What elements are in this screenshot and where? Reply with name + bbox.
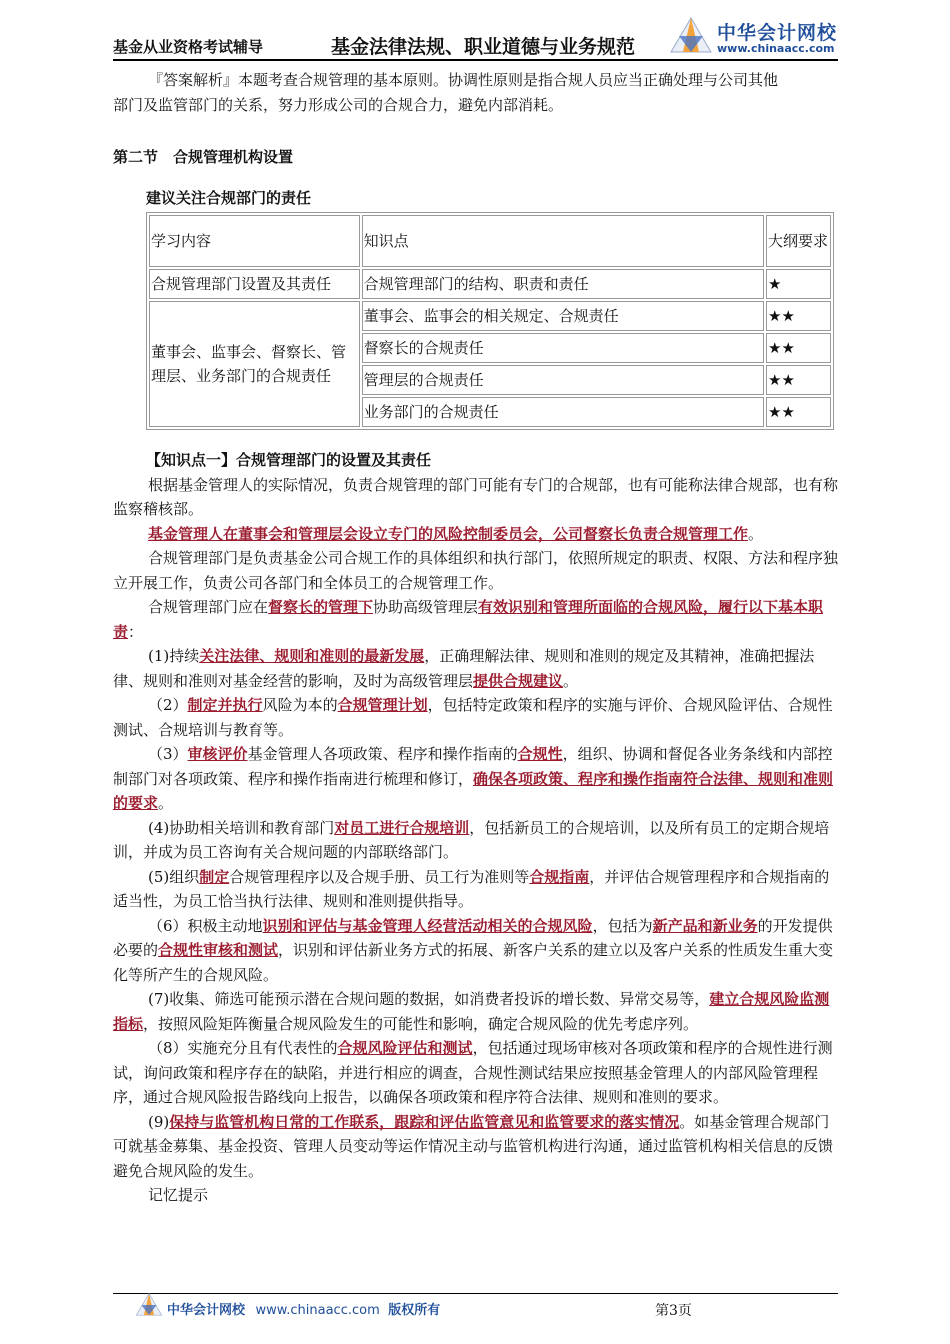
table-cell-content: 合规管理部门设置及其责任 (149, 269, 360, 299)
paragraph (113, 595, 838, 644)
duty-item-1 (113, 644, 838, 693)
table-cell-req: ★★ (766, 333, 831, 363)
text: ，包括新员工的合规培训，以及所有员工的定期合规培训，并成为员工咨询有关合规问题的内部联络部门。 (113, 818, 830, 861)
main-content (113, 68, 838, 1208)
logo-icon (669, 16, 713, 56)
page-header (113, 18, 838, 58)
table-header-cell: 学习内容 (149, 215, 360, 267)
text: 。 (158, 794, 174, 812)
table-header-row (149, 215, 831, 267)
footer-logo-icon (135, 1292, 163, 1318)
table-header-cell: 大纲要求 (766, 215, 831, 267)
text: （6）积极主动地 (148, 916, 263, 935)
page-number: 第3页 (655, 1303, 692, 1319)
text: (1)持续 (148, 647, 200, 665)
text: 。 (748, 524, 764, 543)
table-row (149, 301, 831, 331)
table-cell-req: ★★ (766, 365, 831, 395)
knowledge-table (146, 212, 834, 430)
highlight-text: 制定并执行 (187, 696, 263, 714)
highlight-text: 关注法律、规则和准则的最新发展 (199, 647, 425, 665)
table-title: 建议关注合规部门的责任 (146, 188, 312, 207)
text: 。如基金管理合规部门可就基金募集、基金投资、管理人员变动等运作情况主动与监管机构进行沟通，通过监管机构相关信息的反馈避免合规风险的发生。 (113, 1112, 834, 1180)
footer-text (167, 1299, 440, 1318)
duty-item-3 (113, 742, 838, 816)
logo-url[interactable]: www.chinaacc.com (717, 42, 835, 55)
highlight-text: 合规管理计划 (337, 696, 428, 714)
text: 的开发提供必要的 (113, 916, 833, 959)
text: 风险为本的 (262, 696, 338, 714)
highlight-text: 审核评价 (187, 745, 248, 763)
highlight-text: 有效识别和管理所面临的合规风险，履行以下基本职责 (113, 598, 824, 641)
text: ，组织、协调和督促各业务条线和内部控制部门对各项政策、程序和操作指南进行梳理和修订， (113, 745, 833, 788)
table-cell-point: 合规管理部门的结构、职责和责任 (362, 269, 764, 299)
table-cell-req: ★★ (766, 301, 831, 331)
duty-item-9 (113, 1110, 838, 1184)
footer-brand: 中华会计网校 (167, 1303, 246, 1318)
footer-url[interactable]: www.chinaacc.com (255, 1303, 380, 1318)
duty-item-4 (113, 816, 838, 865)
text: ，并评估合规管理程序和合规指南的适当性，为员工恰当执行法律、规则和准则提供指导。 (113, 867, 830, 910)
text: （3） (148, 745, 188, 763)
highlight-text: 新产品和新业务 (652, 916, 758, 935)
duty-item-8 (113, 1036, 838, 1110)
text: 。 (563, 671, 579, 690)
section-title: 第二节 合规管理机构设置 (113, 148, 294, 166)
highlight-text: 合规性审核和测试 (158, 941, 279, 959)
text: (5)组织 (148, 867, 200, 886)
highlight-text: 合规指南 (529, 867, 590, 886)
text: ，正确理解法律、规则和准则的规定及其精神，准确把握法律、规则和准则对基金经营的影响，及时为高级管理层 (113, 647, 815, 690)
text: （8）实施充分且有代表性的 (148, 1039, 338, 1057)
text: ，包括特定政策和程序的实施与评价、合规风险评估、合规性测试、合规培训与教育等。 (113, 696, 833, 739)
highlight-text: 建立合规风险监测指标 (113, 990, 830, 1033)
highlight-text: 督察长的管理下 (268, 598, 374, 616)
duty-item-7 (113, 987, 838, 1036)
table-header-cell: 知识点 (362, 215, 764, 267)
paragraph (113, 522, 838, 547)
duty-item-5 (113, 865, 838, 914)
memory-tip: 记忆提示 (148, 1186, 209, 1204)
header-logo[interactable] (669, 16, 844, 58)
text: ，识别和评估新业务方式的拓展、新客户关系的建立以及客户关系的性质发生重大变化等所产生的合规风险。 (113, 941, 834, 984)
text: （2） (148, 696, 188, 714)
header-exam-title: 基金从业资格考试辅导 (113, 38, 264, 56)
footer-rights: 版权所有 (388, 1303, 441, 1318)
duty-item-6 (113, 914, 838, 988)
paragraph: 合规管理部门是负责基金公司合规工作的具体组织和执行部门，依照所规定的职责、权限、方法和程序独立开展工作，负责公司各部门和全体员工的合规管理工作。 (113, 549, 839, 592)
knowledge-point-title: 【知识点一】合规管理部门的设置及其责任 (146, 451, 432, 469)
highlight-text: 制定 (199, 867, 230, 886)
table-cell-point: 督察长的合规责任 (362, 333, 764, 363)
text: 合规管理部门应在 (148, 598, 269, 616)
table-cell-point: 董事会、监事会的相关规定、合规责任 (362, 301, 764, 331)
answer-explanation-line1: 『答案解析』本题考查合规管理的基本原则。协调性原则是指合规人员应当正确处理与公司其他 (148, 71, 779, 89)
highlight-text: 合规风险评估和测试 (337, 1039, 473, 1057)
page-footer (135, 1292, 465, 1322)
duty-item-2 (113, 693, 838, 742)
paragraph: 根据基金管理人的实际情况，负责合规管理的部门可能有专门的合规部，也有可能称法律合规部，也有称监察稽核部。 (113, 475, 839, 518)
text: ： (128, 622, 144, 641)
text: (9) (148, 1112, 170, 1131)
header-divider (113, 59, 838, 61)
text: 基金管理人各项政策、程序和操作指南的 (247, 745, 518, 763)
logo-title: 中华会计网校 (717, 22, 838, 44)
highlight-text: 提供合规建议 (473, 671, 564, 690)
text: ，包括通过现场审核对各项政策和程序的合规性进行测试，询问政策和程序存在的缺陷，并进行相应的调查，合规性测试结果应按照基金管理人的内部风险管理程序，通过合规风险报告路线向上报告，以确保各项政策和程序符合法律、规则和准则的要求。 (113, 1039, 833, 1106)
highlight-text: 保持与监管机构日常的工作联系，跟踪和评估监管意见和监管要求的落实情况 (169, 1112, 680, 1131)
header-subject-title: 基金法律法规、职业道德与业务规范 (331, 36, 636, 58)
text: (4)协助相关培训和教育部门 (148, 818, 335, 837)
highlight-text: 确保各项政策、程序和操作指南符合法律、规则和准则的要求 (113, 769, 834, 812)
table-cell-point: 业务部门的合规责任 (362, 397, 764, 427)
text: ，包括为 (592, 916, 653, 935)
table-cell-req: ★★ (766, 397, 831, 427)
text: 合规管理程序以及合规手册、员工行为准则等 (229, 867, 530, 886)
text: ，按照风险矩阵衡量合规风险发生的可能性和影响，确定合规风险的优先考虑序列。 (143, 1014, 699, 1033)
highlight-text: 合规性 (517, 745, 563, 763)
highlight-text: 对员工进行合规培训 (334, 818, 470, 837)
table-cell-content: 董事会、监事会、督察长、管理层、业务部门的合规责任 (149, 301, 360, 427)
answer-explanation-line2: 部门及监管部门的关系，努力形成公司的合规合力，避免内部消耗。 (113, 95, 564, 114)
table-cell-point: 管理层的合规责任 (362, 365, 764, 395)
highlight-text: 识别和评估与基金管理人经营活动相关的合规风险 (262, 916, 593, 935)
table-cell-req: ★ (766, 269, 831, 299)
text: 协助高级管理层 (373, 598, 479, 616)
table-row (149, 269, 831, 299)
text: (7)收集、筛选可能预示潜在合规问题的数据，如消费者投诉的增长数、异常交易等， (148, 990, 710, 1008)
highlight-text: 基金管理人在董事会和管理层会设立专门的风险控制委员会，公司督察长负责合规管理工作 (148, 524, 749, 543)
